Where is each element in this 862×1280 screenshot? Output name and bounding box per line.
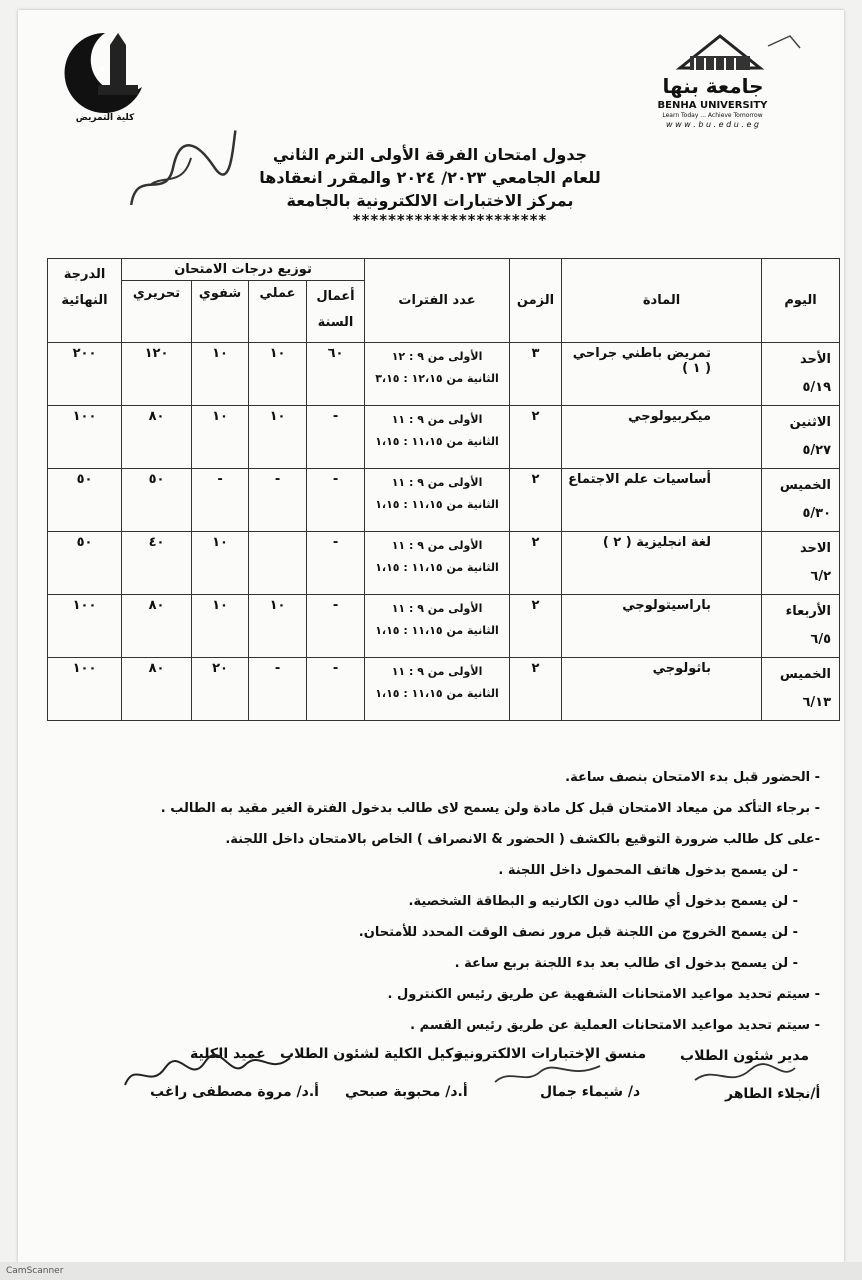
exam-notes [60, 762, 820, 1041]
day-name: الأحد [800, 352, 832, 367]
cell-day [762, 595, 840, 658]
cell-year-work: - [307, 532, 365, 595]
table-row [48, 658, 840, 721]
cell-time: ٣ [510, 343, 562, 406]
period-2: الثانية من ١١،١٥ : ١،١٥ [375, 624, 499, 637]
header-subject: المادة [562, 259, 762, 343]
signature-title-coordinator: منسق الإختبارات الالكترونية [455, 1046, 647, 1062]
cell-subject: تمريض باطني جراحي ( ١ ) [562, 343, 762, 406]
period-1: الأولى من ٩ : ١١ [391, 665, 483, 678]
day-name: الخميس [779, 667, 832, 682]
note-item: - الحضور قبل بدء الامتحان بنصف ساعة. [565, 770, 820, 785]
day-date: ٦/٥ [810, 632, 832, 647]
university-name-ar: جامعة بنها [662, 74, 764, 98]
table-row [48, 532, 840, 595]
note-item: - سيتم تحديد مواعيد الامتحانات العملية عن طريق رئيس القسم . [410, 1018, 820, 1033]
period-2: الثانية من ١٢،١٥ : ٣،١٥ [375, 372, 499, 385]
cell-written: ١٢٠ [122, 343, 192, 406]
note-item: - لن يسمح الخروج من اللجنة قبل مرور نصف الوقت المحدد للأمتحان. [358, 925, 798, 940]
cell-practical [249, 532, 307, 595]
day-date: ٦/٢ [810, 569, 832, 584]
signature-name-coordinator: د/ شيماء جمال [540, 1084, 641, 1100]
title-line-2: للعام الجامعي ٢٠٢٣/ ٢٠٢٤ والمقرر انعقادها [259, 168, 601, 187]
benha-university-logo [640, 28, 805, 138]
period-1: الأولى من ٩ : ١١ [391, 413, 483, 426]
cell-subject: ميكربيولوجي [562, 406, 762, 469]
cell-periods [365, 469, 510, 532]
period-2: الثانية من ١١،١٥ : ١،١٥ [375, 498, 499, 511]
cell-oral: ٢٠ [192, 658, 249, 721]
cell-final: ١٠٠ [48, 406, 122, 469]
period-1: الأولى من ٩ : ١٢ [391, 350, 483, 363]
cell-day [762, 532, 840, 595]
header-practical: عملي [249, 281, 307, 343]
faculty-of-nursing-logo [50, 25, 160, 135]
cell-periods [365, 532, 510, 595]
cell-final: ١٠٠ [48, 658, 122, 721]
table-row [48, 406, 840, 469]
scanner-label: CamScanner [6, 1266, 64, 1276]
cell-time: ٢ [510, 406, 562, 469]
header-oral: شفوي [192, 281, 249, 343]
cell-oral: ١٠ [192, 343, 249, 406]
header-time: الزمن [510, 259, 562, 343]
header-periods: عدد الفترات [365, 259, 510, 343]
note-item: - سيتم تحديد مواعيد الامتحانات الشفهية عن طريق رئيس الكنترول . [387, 987, 820, 1002]
cell-written: ٨٠ [122, 658, 192, 721]
title-line-3: بمركز الاختبارات الالكترونية بالجامعة [286, 191, 574, 210]
table-row [48, 595, 840, 658]
day-name: الاثنين [789, 415, 832, 430]
day-name: الأربعاء [785, 604, 832, 619]
signature-title-director: مدير شئون الطلاب [680, 1048, 810, 1064]
day-date: ٦/١٣ [802, 695, 832, 710]
cell-year-work: - [307, 469, 365, 532]
cell-practical: ١٠ [249, 406, 307, 469]
day-name: الخميس [779, 478, 832, 493]
cell-time: ٢ [510, 469, 562, 532]
cell-oral: ١٠ [192, 406, 249, 469]
cell-practical: ١٠ [249, 343, 307, 406]
note-item: - لن يسمح بدخول أي طالب دون الكارنيه و البطاقة الشخصية. [408, 894, 798, 909]
signature-title-dean: عميد الكلية [190, 1046, 266, 1062]
cell-year-work: - [307, 595, 365, 658]
faculty-name-ar: كلية التمريض [75, 113, 135, 123]
cell-oral: - [192, 469, 249, 532]
cell-year-work: ٦٠ [307, 343, 365, 406]
header-day: اليوم [762, 259, 840, 343]
day-date: ٥/٣٠ [802, 506, 832, 521]
cell-oral: ١٠ [192, 532, 249, 595]
cell-day [762, 658, 840, 721]
nursing-crescent-icon [50, 25, 160, 120]
cell-practical: - [249, 469, 307, 532]
cell-time: ٢ [510, 532, 562, 595]
header-year-work: أعمال السنة [307, 281, 365, 343]
university-name-en: BENHA UNIVERSITY [657, 100, 768, 111]
signature-name-vice-dean: أ.د/ محبوبة صبحي [345, 1084, 468, 1100]
cell-oral: ١٠ [192, 595, 249, 658]
cell-periods [365, 595, 510, 658]
period-2: الثانية من ١١،١٥ : ١،١٥ [375, 561, 499, 574]
signature-title-vice-dean: وكيل الكلية لشئون الطلاب [280, 1046, 463, 1062]
period-2: الثانية من ١١،١٥ : ١،١٥ [375, 435, 499, 448]
cell-final: ١٠٠ [48, 595, 122, 658]
stars-separator: ********************** [352, 211, 548, 229]
university-motto: Learn Today ... Achieve Tomorrow [662, 112, 763, 119]
period-1: الأولى من ٩ : ١١ [391, 476, 483, 489]
cell-periods [365, 343, 510, 406]
note-item: - لن يسمح بدخول اى طالب بعد بدء اللجنة بربع ساعة . [454, 956, 798, 971]
note-item: - برجاء التأكد من ميعاد الامتحان قبل كل مادة ولن يسمح لاى طالب بدخول الفترة الغير مقيد به الطالب . [160, 801, 820, 816]
signature-name-dean: أ.د/ مروة مصطفى راغب [150, 1084, 319, 1100]
cell-periods [365, 658, 510, 721]
cell-subject: باثولوجي [562, 658, 762, 721]
period-2: الثانية من ١١،١٥ : ١،١٥ [375, 687, 499, 700]
day-date: ٥/١٩ [802, 380, 832, 395]
table-row [48, 343, 840, 406]
note-item: - لن يسمح بدخول هاتف المحمول داخل اللجنة . [498, 863, 798, 878]
note-item: -على كل طالب ضرورة التوقيع بالكشف ( الحضور & الانصراف ) الخاص بالامتحان داخل اللجنة. [225, 832, 820, 847]
signature-name-director: أ/نجلاء الطاهر [725, 1086, 821, 1102]
cell-written: ٨٠ [122, 595, 192, 658]
cell-final: ٢٠٠ [48, 343, 122, 406]
header-final: الدرجة النهائية [48, 259, 122, 343]
cell-subject: باراسيتولوجي [562, 595, 762, 658]
cell-written: ٤٠ [122, 532, 192, 595]
day-date: ٥/٢٧ [802, 443, 832, 458]
cell-final: ٥٠ [48, 532, 122, 595]
table-row [48, 469, 840, 532]
exam-schedule-table [47, 258, 840, 721]
cell-time: ٢ [510, 595, 562, 658]
cell-day [762, 406, 840, 469]
cell-final: ٥٠ [48, 469, 122, 532]
university-website: w w w . b u . e d u . e g [666, 120, 759, 129]
scanner-footer [0, 1262, 862, 1280]
cell-subject: لغة انجليزية ( ٢ ) [562, 532, 762, 595]
cell-periods [365, 406, 510, 469]
cell-year-work: - [307, 406, 365, 469]
period-1: الأولى من ٩ : ١١ [391, 602, 483, 615]
day-name: الاحد [800, 541, 832, 556]
header-written: تحريري [122, 281, 192, 343]
cell-practical: ١٠ [249, 595, 307, 658]
title-line-1: جدول امتحان الفرقة الأولى الترم الثاني [272, 145, 588, 164]
cell-year-work: - [307, 658, 365, 721]
cell-day [762, 469, 840, 532]
table-header-row-1 [48, 259, 840, 281]
period-1: الأولى من ٩ : ١١ [391, 539, 483, 552]
cell-written: ٥٠ [122, 469, 192, 532]
cell-time: ٢ [510, 658, 562, 721]
cell-practical: - [249, 658, 307, 721]
cell-subject: أساسيات علم الاجتماع [562, 469, 762, 532]
cell-written: ٨٠ [122, 406, 192, 469]
cell-day [762, 343, 840, 406]
header-distribution: توزيع درجات الامتحان [122, 259, 365, 281]
